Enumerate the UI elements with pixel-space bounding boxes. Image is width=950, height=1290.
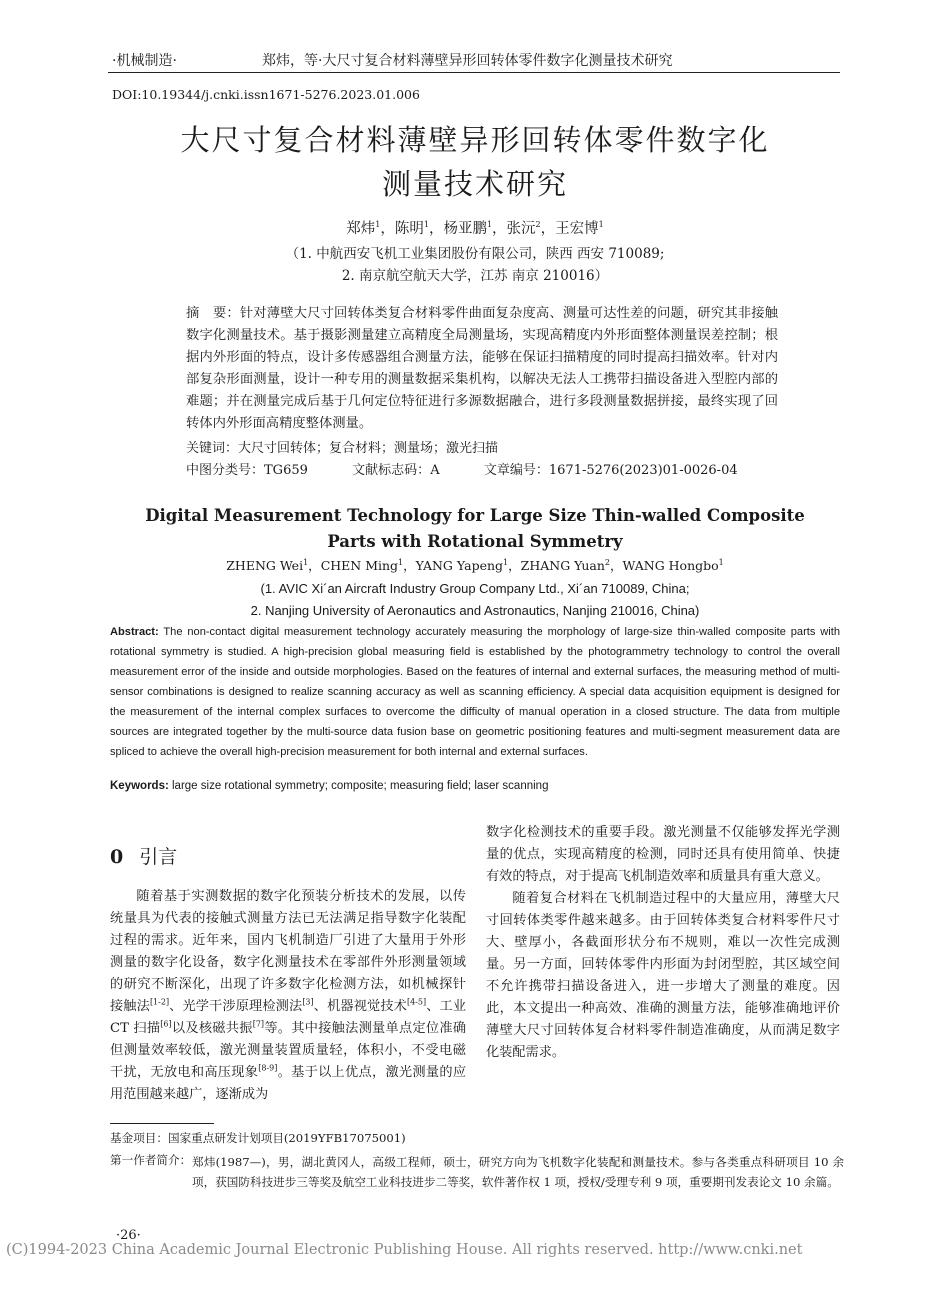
footnote-rule	[110, 1123, 214, 1124]
author-cn: 杨亚鹏$^1$，	[443, 220, 507, 237]
keywords-cn	[186, 437, 786, 456]
doc-code-value: A	[430, 463, 440, 478]
abstract-cn-text: 针对薄壁大尺寸回转体类复合材料零件曲面复杂度高、测量可达性差的问题，研究其非接触数字化测量技术。基于摄影测量建立高精度全局测量场，实现高精度内外形面整体测量误差控制；根据内外形面的特点，设计多传感器组合测量方法，能够在保证扫描精度的同时提高扫描效率。针对内部复杂形面测量，设计一种专用的测量数据采集机构，以解决无法人工携带扫描设备进入型腔内部的难题；并在测量完成后基于几何定位特征进行多源数据融合，进行多段测量数据拼接，最终实现了回转体内外形面高精度整体测量。	[186, 306, 779, 431]
author-list-en	[0, 556, 950, 574]
author-en: WANG Hongbo$^1$	[622, 557, 724, 573]
article-no-value: 1671-5276(2023)01-0026-04	[548, 463, 738, 478]
author-en: ZHENG Wei$^1$，	[226, 557, 321, 573]
affiliation-cn-2: 2. 南京航空航天大学，江苏 南京 210016）	[341, 268, 609, 284]
paper-title-cn	[0, 118, 950, 206]
classification-line	[186, 459, 786, 478]
author-cn: 张沅$^2$，	[506, 220, 556, 237]
keywords-cn-label: 关键词：	[186, 441, 239, 456]
affiliations-cn	[0, 243, 950, 287]
citation: [4-5]	[406, 997, 427, 1007]
citation: [8-9]	[258, 1063, 278, 1073]
citation: [7]	[252, 1019, 265, 1029]
doi: DOI:10.19344/j.cnki.issn1671-5276.2023.01.006	[112, 87, 420, 102]
copyright-watermark: (C)1994-2023 China Academic Journal Electronic Publishing House. All rights reserved. http://www.cnki.net	[6, 1242, 803, 1258]
title-cn-line2: 测量技术研究	[381, 167, 568, 201]
running-title: 郑炜，等·大尺寸复合材料薄壁异形回转体零件数字化测量技术研究	[262, 53, 673, 69]
keywords-en	[110, 780, 840, 792]
citation: [3]	[302, 997, 314, 1007]
keywords-en-label: Keywords:	[110, 780, 169, 792]
affiliation-en-1: (1. AVIC Xi´an Aircraft Industry Group Company Ltd., Xi´an 710089, China;	[260, 581, 690, 596]
abstract-cn	[186, 303, 778, 435]
abstract-en-label: Abstract:	[110, 626, 159, 638]
journal-name: ·机械制造·	[112, 53, 177, 69]
first-author-bio: 郑炜(1987—)，男，湖北黄冈人，高级工程师，硕士，研究方向为飞机数字化装配和测量技术。参与各类重点科研项目 10 余项，获国防科技进步三等奖及航空工业科技进步二等奖，软件著作权 1 项，授权/受理专利 9 项，重要期刊发表论文 10 余篇。	[192, 1155, 844, 1189]
affiliation-en-2: 2. Nanjing University of Aeronautics and Astronautics, Nanjing 210016, China)	[250, 603, 700, 618]
funding-note: 基金项目：国家重点研发计划项目(2019YFB17075001)	[110, 1131, 406, 1145]
author-en: ZHANG Yuan$^2$，	[520, 557, 623, 573]
author-en: YANG Yapeng$^1$，	[415, 557, 521, 573]
keywords-en-text: large size rotational symmetry; composite; measuring field; laser scanning	[172, 780, 549, 792]
author-cn: 王宏博$^1$	[555, 220, 604, 237]
section-number: 0	[110, 846, 124, 868]
page-number: ·26·	[116, 1228, 141, 1243]
keywords-cn-text: 大尺寸回转体；复合材料；测量场；激光扫描	[238, 441, 499, 456]
citation: [1-2]	[149, 997, 170, 1007]
abstract-cn-label: 摘 要：	[186, 306, 240, 321]
paper-title-en: Digital Measurement Technology for Large Size Thin-walled Composite Parts with Rotational Symmetry	[145, 506, 805, 551]
paragraph: 随着复合材料在飞机制造过程中的大量应用，薄壁大尺寸回转体类零件越来越多。由于回转体类复合材料零件尺寸大、壁厚小，各截面形状分布不规则，难以一次性完成测量。另一方面，回转体零件内形面为封闭型腔，其区域空间不允许携带扫描设备进入，进一步增大了测量的难度。因此，本文提出一种高效、准确的测量方法，能够准确地评价薄壁大尺寸回转体复合材料零件制造准确度，从而满足数字化装配需求。	[486, 891, 840, 1060]
section-title: 引言	[139, 846, 178, 868]
citation: [6]	[160, 1019, 172, 1029]
first-author-label: 第一作者简介：	[110, 1153, 192, 1167]
title-cn-line1: 大尺寸复合材料薄壁异形回转体零件数字化	[180, 123, 770, 157]
paragraph: 随着基于实测数据的数字化预装分析技术的发展，以传统量具为代表的接触式测量方法已无法满足指导数字化装配过程的需求。近年来，国内飞机制造厂引进了大量用于外形测量的数字化设备，数字化测量技术在零部件外形测量领域的研究不断深化，出现了许多数字化检测方法，如机械探针接触法[1-2]、光学干涉原理检测法[3]、机器视觉技术[4-5]、工业 CT 扫描[6]以及核磁共振[7]等。其中接触法测量单点定位准确但测量效率较低，激光测量装置质量轻，体积小，不受电磁干扰，无放电和高压现象[8-9]。基于以上优点，激光测量的应用范围越来越广，逐渐成为	[110, 889, 467, 1102]
author-cn: 陈明$^1$，	[394, 220, 444, 237]
body-column-left	[110, 886, 466, 1106]
header-rule	[108, 72, 840, 73]
affiliations-en	[0, 578, 950, 622]
body-column-right	[486, 822, 840, 1064]
author-list-cn	[0, 217, 950, 238]
article-no-label: 文章编号：	[483, 463, 549, 478]
abstract-en-text: The non-contact digital measurement technology accurately measuring the morphology of large-size thin-walled composite parts with rotational symmetry is studied. A high-precision global measuring field is established by the photogrammetry technology to control the overall measurement error of the inside and outside morphologies. Based on the features of internal and external surfaces, the measuring method of multi-sensor combinations is designed to realize scanning accuracy as well as scanning efficiency. A special data acquisition equipment is designed for the measurement of the internal complex surfaces to overcome the difficulty of manual operation in a closed structure. The data from multiple sources are integrated together by the multi-source data fusion base on geometric positioning features and multi-segment measurement data are spliced to achieve the overall high-precision measurement for both internal and external surfaces.	[110, 626, 841, 758]
affiliation-cn-1: （1. 中航西安飞机工业集团股份有限公司，陕西 西安 710089;	[285, 246, 665, 262]
doc-code-label: 文献标志码：	[352, 463, 431, 478]
clc-value: TG659	[264, 463, 308, 478]
author-en: CHEN Ming$^1$，	[320, 557, 416, 573]
section-heading	[110, 842, 177, 869]
paragraph: 数字化检测技术的重要手段。激光测量不仅能够发挥光学测量的优点，实现高精度的检测，同时还具有使用简单、快捷有效的特点，对于提高飞机制造效率和质量具有重大意义。	[486, 825, 840, 884]
author-cn: 郑炜$^1$，	[346, 220, 395, 237]
clc-label: 中图分类号：	[186, 463, 265, 478]
abstract-en	[110, 622, 840, 762]
